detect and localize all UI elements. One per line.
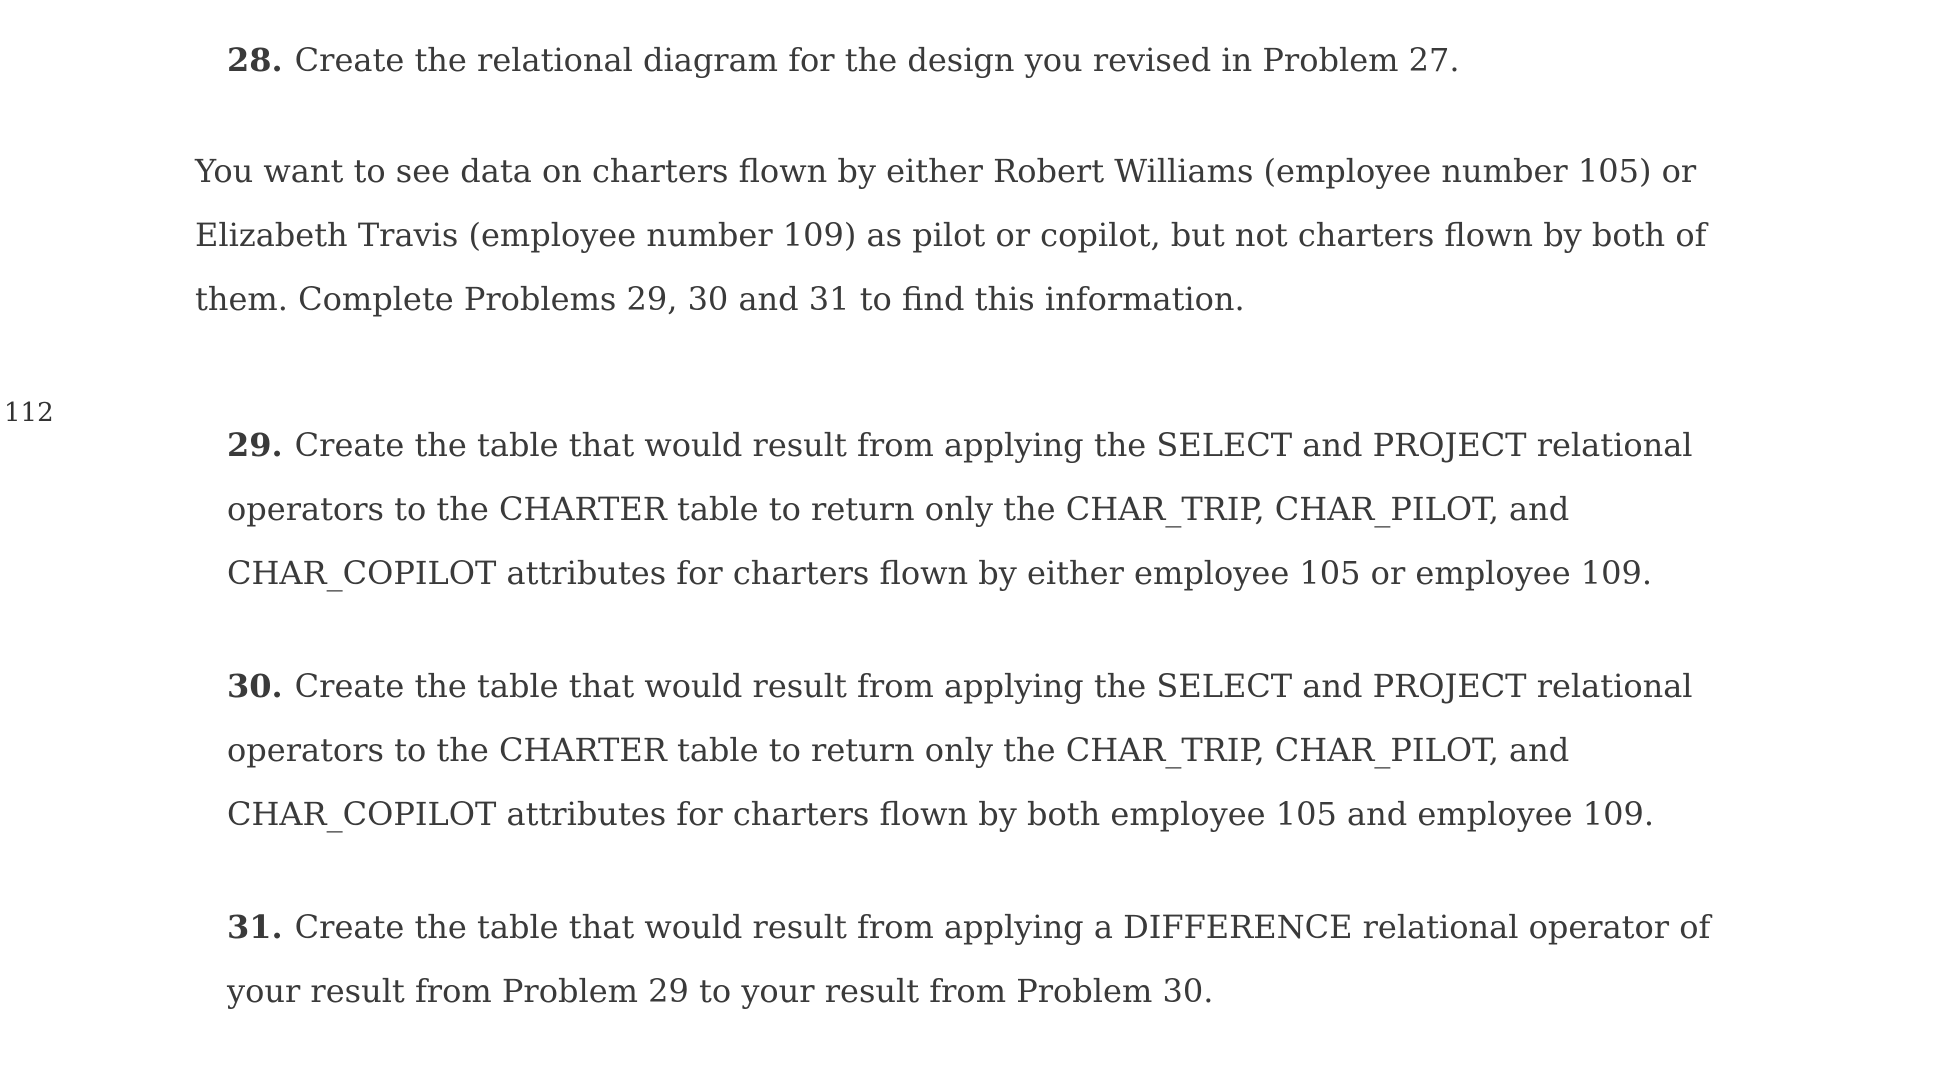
problem-31-number: 31. bbox=[227, 908, 283, 946]
problem-28-text: Create the relational diagram for the design you revised in Problem 27. bbox=[294, 41, 1460, 79]
problem-31 bbox=[227, 895, 1711, 1023]
problem-29 bbox=[227, 413, 1693, 605]
problem-31-line-1 bbox=[227, 895, 1711, 959]
intro-paragraph bbox=[195, 139, 1707, 331]
problem-30-line-1 bbox=[227, 654, 1693, 718]
problem-30-number: 30. bbox=[227, 667, 283, 705]
page-number: 112 bbox=[4, 398, 54, 428]
problem-31-text-1: Create the table that would result from applying a DIFFERENCE relational operator of bbox=[294, 908, 1711, 946]
problem-29-line-3: CHAR_COPILOT attributes for charters flown by either employee 105 or employee 109. bbox=[227, 554, 1653, 592]
intro-line-2: Elizabeth Travis (employee number 109) as pilot or copilot, but not charters flown by both of bbox=[195, 216, 1707, 254]
problem-28-number: 28. bbox=[227, 41, 283, 79]
intro-line-3: them. Complete Problems 29, 30 and 31 to find this information. bbox=[195, 280, 1245, 318]
problem-30 bbox=[227, 654, 1693, 846]
problem-28 bbox=[227, 28, 1687, 92]
problem-30-line-3: CHAR_COPILOT attributes for charters flown by both employee 105 and employee 109. bbox=[227, 795, 1654, 833]
problem-30-text-1: Create the table that would result from applying the SELECT and PROJECT relational bbox=[294, 667, 1693, 705]
problem-29-text-1: Create the table that would result from applying the SELECT and PROJECT relational bbox=[294, 426, 1693, 464]
problem-28-line bbox=[227, 28, 1687, 92]
problem-29-line-2: operators to the CHARTER table to return only the CHAR_TRIP, CHAR_PILOT, and bbox=[227, 490, 1570, 528]
problem-29-number: 29. bbox=[227, 426, 283, 464]
intro-line-1: You want to see data on charters flown by either Robert Williams (employee number 105) or bbox=[195, 152, 1697, 190]
problem-31-line-2: your result from Problem 29 to your result from Problem 30. bbox=[227, 972, 1214, 1010]
problem-30-line-2: operators to the CHARTER table to return only the CHAR_TRIP, CHAR_PILOT, and bbox=[227, 731, 1570, 769]
problem-29-line-1 bbox=[227, 413, 1693, 477]
